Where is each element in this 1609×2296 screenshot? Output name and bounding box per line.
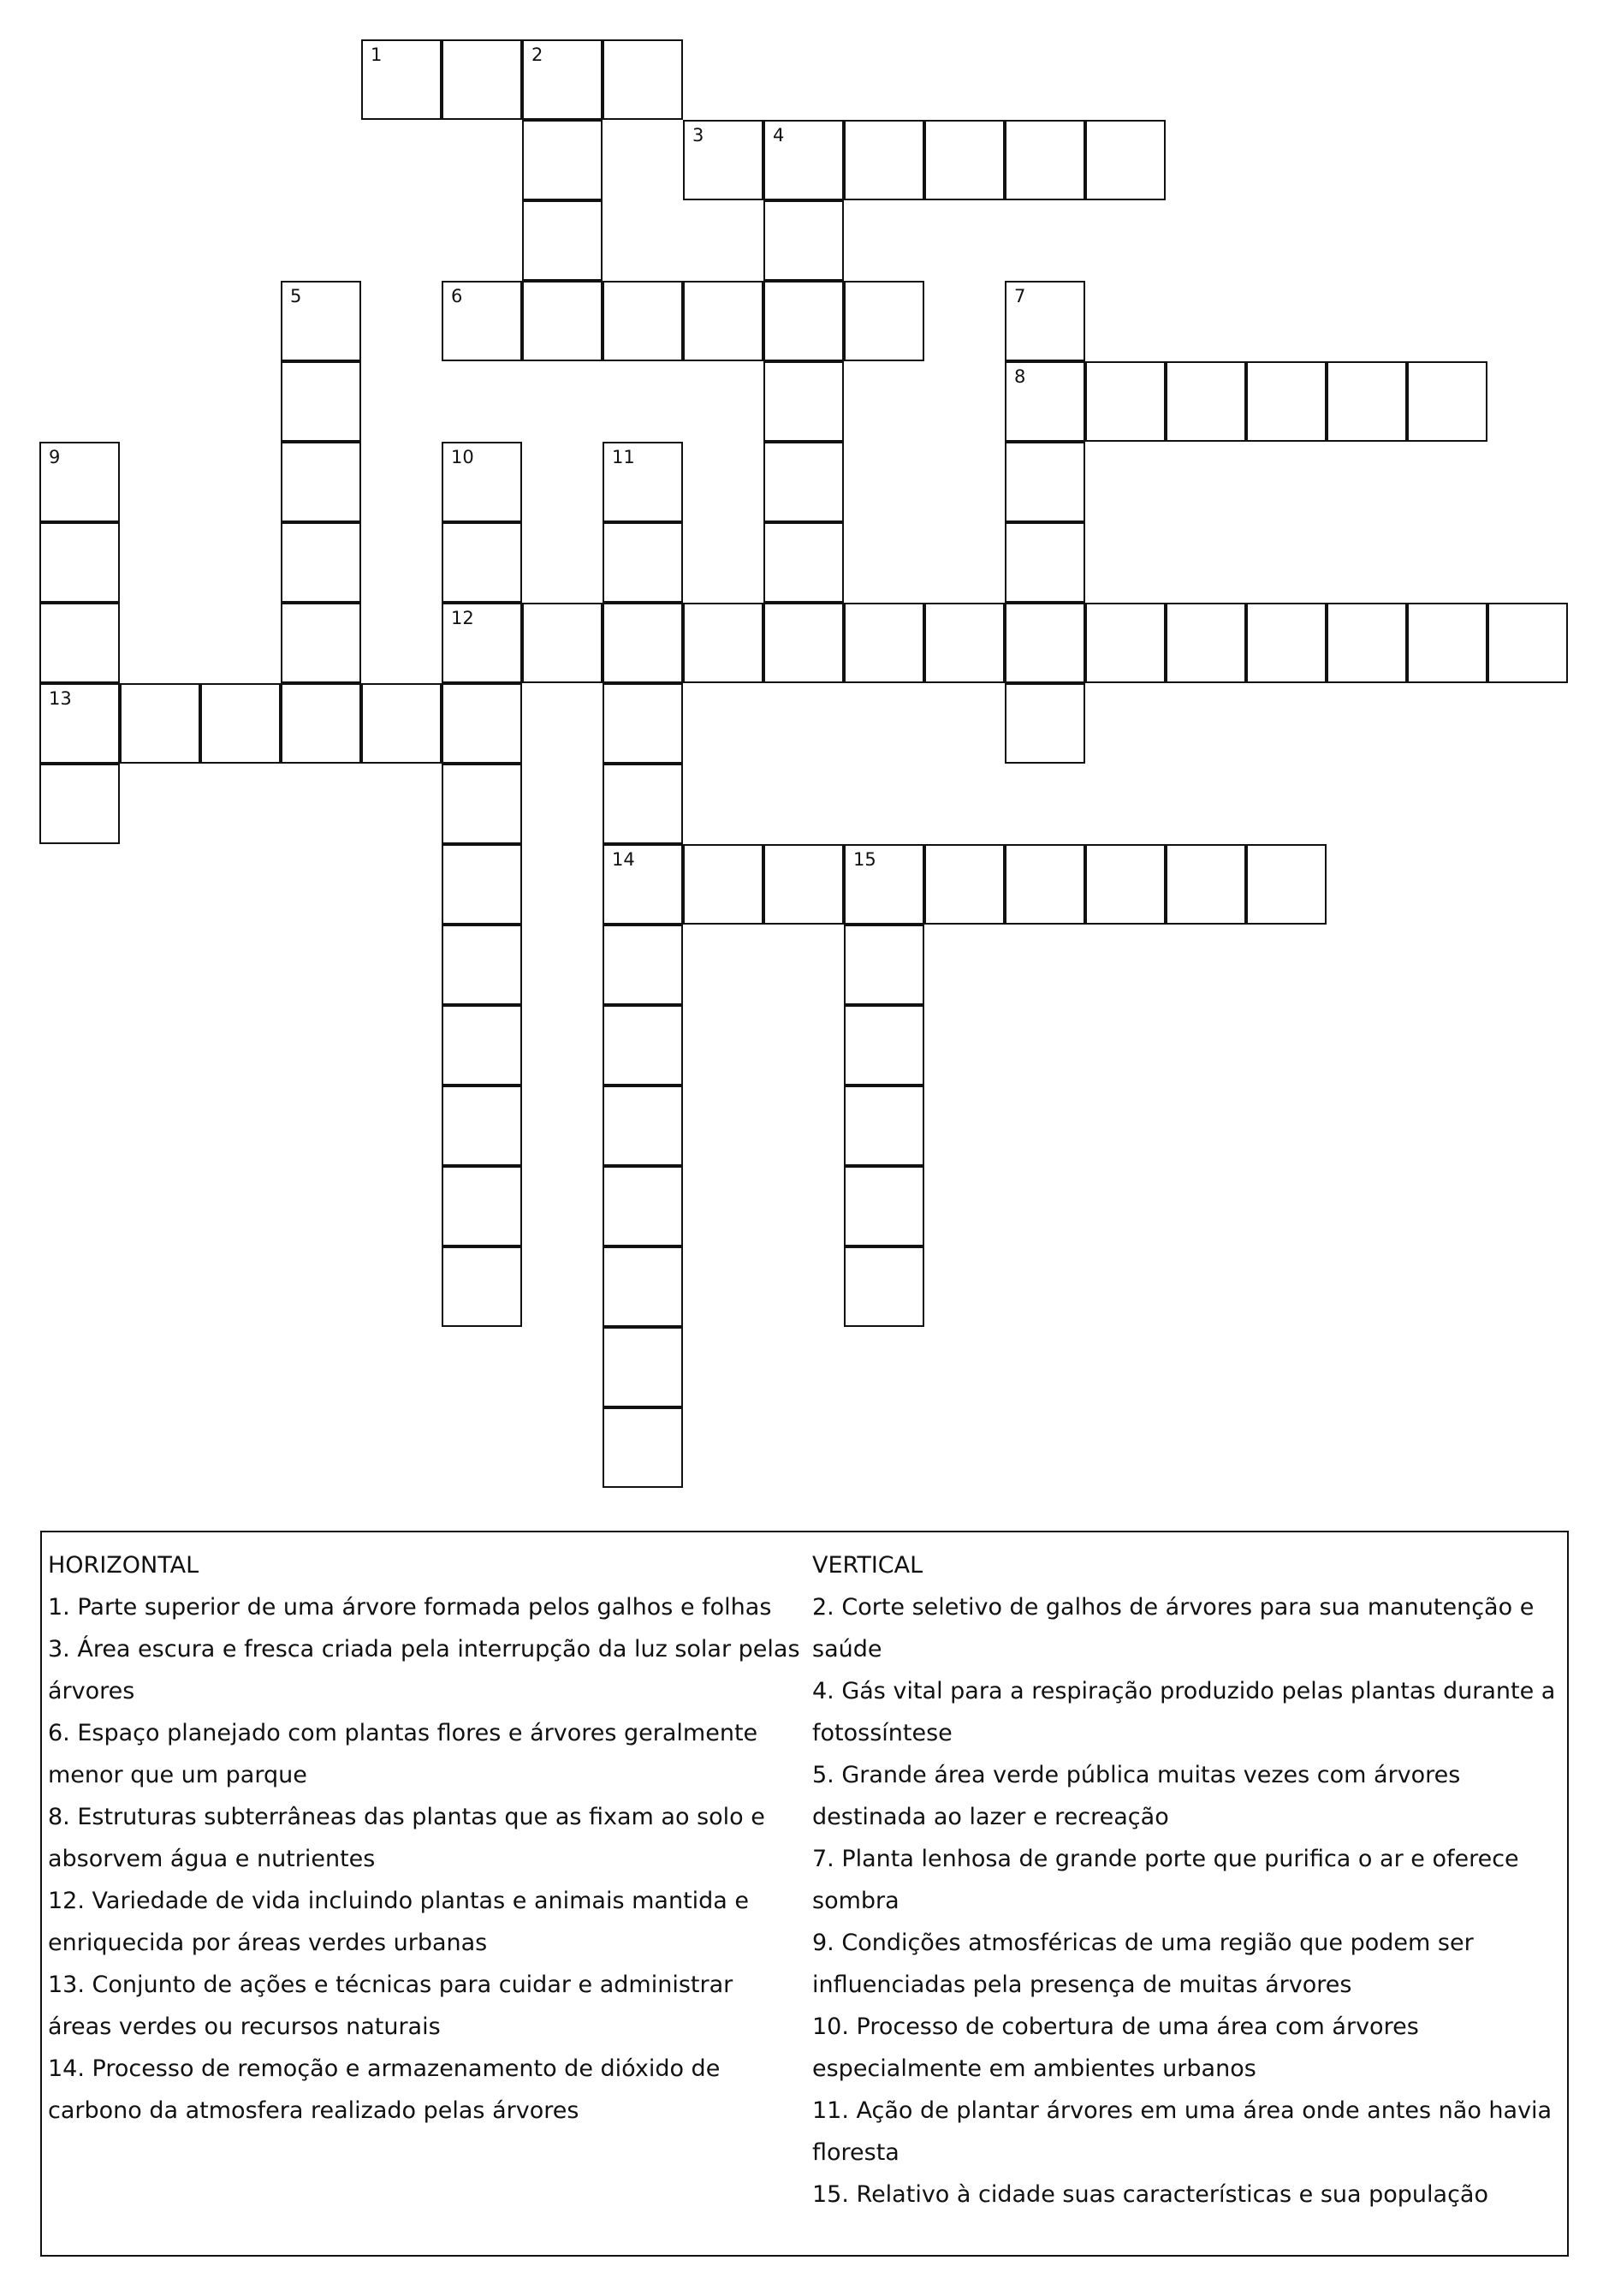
clue-v-2: 2. Corte seletivo de galhos de árvores para sua manutenção e saúde: [812, 1594, 1535, 1663]
crossword-cell[interactable]: [683, 120, 763, 200]
crossword-cell[interactable]: [603, 925, 683, 1005]
crossword-cell[interactable]: [1005, 844, 1085, 925]
crossword-cell[interactable]: [763, 120, 844, 200]
crossword-cell[interactable]: [442, 1086, 522, 1166]
clue-number: 14: [612, 849, 635, 870]
crossword-cell[interactable]: [442, 764, 522, 844]
crossword-cell[interactable]: [683, 844, 763, 925]
crossword-cell[interactable]: [281, 442, 361, 522]
clue-number: 8: [1014, 366, 1026, 387]
crossword-cell[interactable]: [683, 603, 763, 683]
clue-number: 13: [49, 688, 72, 709]
crossword-cell[interactable]: [844, 120, 924, 200]
clue-h-3: 3. Área escura e fresca criada pela interrupção da luz solar pelas árvores: [48, 1636, 800, 1704]
crossword-cell[interactable]: [683, 281, 763, 361]
crossword-cell[interactable]: [844, 281, 924, 361]
crossword-cell[interactable]: [603, 1166, 683, 1246]
crossword-cell[interactable]: [442, 603, 522, 683]
crossword-cell[interactable]: [442, 925, 522, 1005]
crossword-cell[interactable]: [39, 683, 120, 764]
horizontal-clues: [48, 1544, 801, 2132]
crossword-cell[interactable]: [603, 1246, 683, 1327]
crossword-cell[interactable]: [603, 281, 683, 361]
crossword-cell[interactable]: [1005, 281, 1085, 361]
crossword-cell[interactable]: [763, 522, 844, 603]
clue-number: 4: [773, 125, 785, 146]
crossword-cell[interactable]: [442, 39, 522, 120]
crossword-cell[interactable]: [844, 603, 924, 683]
crossword-cell[interactable]: [442, 442, 522, 522]
clue-h-14: 14. Processo de remoção e armazenamento de dióxido de carbono da atmosfera realizado pelas árvores: [48, 2055, 721, 2124]
crossword-cell[interactable]: [763, 442, 844, 522]
crossword-cell[interactable]: [281, 603, 361, 683]
crossword-cell[interactable]: [1005, 120, 1085, 200]
crossword-cell[interactable]: [924, 120, 1005, 200]
clue-number: 11: [612, 447, 635, 467]
crossword-cell[interactable]: [603, 683, 683, 764]
crossword-cell[interactable]: [281, 361, 361, 442]
crossword-cell[interactable]: [844, 1246, 924, 1327]
clue-v-9: 9. Condições atmosféricas de uma região que podem ser influenciadas pela presença de muitas árvores: [812, 1930, 1474, 1998]
crossword-cell[interactable]: [924, 844, 1005, 925]
clue-h-12: 12. Variedade de vida incluindo plantas e animais mantida e enriquecida por áreas verdes urbanas: [48, 1888, 750, 1956]
clue-v-15: 15. Relativo à cidade suas características e sua população: [812, 2181, 1489, 2208]
crossword-cell[interactable]: [1166, 603, 1246, 683]
clue-number: 9: [49, 447, 61, 467]
clue-number: 15: [853, 849, 876, 870]
crossword-cell[interactable]: [1005, 361, 1085, 442]
crossword-cell[interactable]: [603, 522, 683, 603]
crossword-cell[interactable]: [281, 522, 361, 603]
crossword-cell[interactable]: [1407, 603, 1487, 683]
crossword-cell[interactable]: [1327, 361, 1407, 442]
clue-v-5: 5. Grande área verde pública muitas vezes com árvores destinada ao lazer e recreação: [812, 1762, 1461, 1830]
crossword-cell[interactable]: [522, 120, 603, 200]
clues-box: [40, 1531, 1569, 2257]
crossword-cell[interactable]: [763, 200, 844, 281]
vertical-title: VERTICAL: [812, 1552, 923, 1579]
clue-v-11: 11. Ação de plantar árvores em uma área onde antes não havia floresta: [812, 2097, 1553, 2166]
crossword-cell[interactable]: [39, 764, 120, 844]
crossword-cell[interactable]: [603, 1005, 683, 1086]
crossword-cell[interactable]: [603, 1327, 683, 1407]
crossword-cell[interactable]: [522, 281, 603, 361]
crossword-cell[interactable]: [442, 1005, 522, 1086]
crossword-cell[interactable]: [39, 442, 120, 522]
crossword-cell[interactable]: [442, 844, 522, 925]
crossword-cell[interactable]: [603, 1407, 683, 1488]
crossword-cell[interactable]: [763, 603, 844, 683]
clue-h-1: 1. Parte superior de uma árvore formada pelos galhos e folhas: [48, 1594, 772, 1621]
crossword-cell[interactable]: [603, 764, 683, 844]
crossword-cell[interactable]: [120, 683, 200, 764]
crossword-cell[interactable]: [522, 603, 603, 683]
crossword-cell[interactable]: [281, 281, 361, 361]
crossword-cell[interactable]: [1085, 844, 1166, 925]
clue-v-4: 4. Gás vital para a respiração produzido pelas plantas durante a fotossíntese: [812, 1678, 1556, 1746]
clue-h-6: 6. Espaço planejado com plantas flores e árvores geralmente menor que um parque: [48, 1720, 758, 1788]
crossword-cell[interactable]: [844, 1086, 924, 1166]
clue-number: 1: [371, 45, 383, 65]
clue-v-7: 7. Planta lenhosa de grande porte que purifica o ar e oferece sombra: [812, 1846, 1519, 1914]
crossword-cell[interactable]: [1407, 361, 1487, 442]
crossword-cell[interactable]: [1005, 603, 1085, 683]
crossword-cell[interactable]: [1327, 603, 1407, 683]
crossword-cell[interactable]: [442, 1166, 522, 1246]
clue-number: 2: [531, 45, 543, 65]
crossword-cell[interactable]: [361, 39, 442, 120]
crossword-cell[interactable]: [763, 844, 844, 925]
crossword-cell[interactable]: [1487, 603, 1568, 683]
crossword-cell[interactable]: [522, 39, 603, 120]
crossword-cell[interactable]: [603, 603, 683, 683]
crossword-cell[interactable]: [1246, 361, 1327, 442]
crossword-cell[interactable]: [1005, 522, 1085, 603]
clue-h-13: 13. Conjunto de ações e técnicas para cuidar e administrar áreas verdes ou recursos naturais: [48, 1972, 733, 2040]
clue-number: 12: [451, 608, 474, 628]
clue-number: 6: [451, 286, 463, 306]
crossword-cell[interactable]: [844, 1166, 924, 1246]
crossword-cell[interactable]: [763, 361, 844, 442]
crossword-cell[interactable]: [1246, 844, 1327, 925]
crossword-cell[interactable]: [1246, 603, 1327, 683]
clue-number: 5: [290, 286, 302, 306]
crossword-cell[interactable]: [281, 683, 361, 764]
crossword-cell[interactable]: [603, 1086, 683, 1166]
vertical-clues: [812, 1544, 1565, 2216]
crossword-cell[interactable]: [924, 603, 1005, 683]
crossword-cell[interactable]: [1085, 603, 1166, 683]
crossword-cell[interactable]: [1085, 361, 1166, 442]
crossword-cell[interactable]: [603, 844, 683, 925]
crossword-cell[interactable]: [1166, 361, 1246, 442]
crossword-cell[interactable]: [200, 683, 281, 764]
crossword-cell[interactable]: [522, 200, 603, 281]
crossword-cell[interactable]: [442, 1246, 522, 1327]
horizontal-title: HORIZONTAL: [48, 1552, 199, 1579]
crossword-cell[interactable]: [844, 1005, 924, 1086]
crossword-cell[interactable]: [603, 39, 683, 120]
crossword-cell[interactable]: [1005, 683, 1085, 764]
clue-number: 3: [692, 125, 704, 146]
clue-h-8: 8. Estruturas subterrâneas das plantas que as fixam ao solo e absorvem água e nutrientes: [48, 1804, 765, 1872]
crossword-cell[interactable]: [1166, 844, 1246, 925]
crossword-cell[interactable]: [844, 844, 924, 925]
crossword-cell[interactable]: [763, 281, 844, 361]
crossword-cell[interactable]: [39, 522, 120, 603]
crossword-cell[interactable]: [442, 522, 522, 603]
clue-number: 10: [451, 447, 474, 467]
clue-number: 7: [1014, 286, 1026, 306]
crossword-cell[interactable]: [1005, 442, 1085, 522]
clue-v-10: 10. Processo de cobertura de uma área com árvores especialmente em ambientes urbanos: [812, 2013, 1419, 2082]
crossword-cell[interactable]: [844, 925, 924, 1005]
crossword-cell[interactable]: [1085, 120, 1166, 200]
crossword-cell[interactable]: [361, 683, 442, 764]
crossword-cell[interactable]: [39, 603, 120, 683]
crossword-cell[interactable]: [442, 683, 522, 764]
crossword-cell[interactable]: [442, 281, 522, 361]
crossword-cell[interactable]: [603, 442, 683, 522]
